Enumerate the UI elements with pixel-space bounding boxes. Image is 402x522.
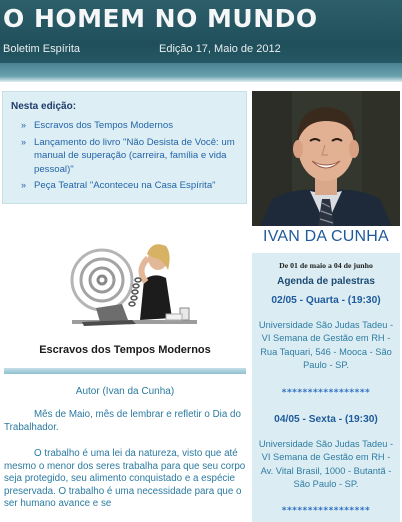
newsletter-title: O HOMEM NO MUNDO — [3, 4, 318, 33]
article-illustration — [62, 228, 202, 336]
article-paragraph: O trabalho é uma lei da natureza, visto que até mesmo o menor dos seres trabalha para que seu corpo seja protegido, seu alimento conquistado e a espécie preservada. O trabalho é uma necessidade para que o ser humano avance e se — [4, 448, 246, 510]
double-chevron-icon: » — [21, 120, 27, 130]
agenda-separator: ***************** — [281, 388, 371, 398]
edition-label: Edição 17, Maio de 2012 — [159, 43, 281, 55]
double-chevron-icon: » — [21, 136, 27, 147]
newsletter-subtitle: Boletim Espírita — [3, 43, 81, 55]
toc-item[interactable]: » Peça Teatral "Aconteceu na Casa Espírita" — [21, 180, 216, 192]
author-photo — [252, 91, 400, 226]
lecture-agenda — [252, 253, 400, 522]
agenda-separator: ***************** — [281, 506, 371, 516]
toc-item[interactable]: » Escravos dos Tempos Modernos — [21, 120, 173, 131]
event-date: 04/05 - Sexta - (19:30) — [274, 414, 378, 425]
event-location: Universidade São Judas Tadeu - VI Semana de Gestão em RH - Av. Vital Brasil, 1000 - Butantã - São Paulo - SP. — [258, 439, 394, 490]
toc-heading: Nesta edição: — [11, 101, 77, 112]
article-byline: Autor (Ivan da Cunha) — [75, 386, 175, 397]
article-paragraph: Mês de Maio, mês de lembrar e refletir o Dia do Trabalhador. — [4, 409, 241, 433]
event-date: 02/05 - Quarta - (19:30) — [271, 295, 381, 306]
header-gradient-band — [0, 63, 402, 82]
agenda-dates: De 01 de maio a 04 de junho — [279, 261, 373, 270]
author-name: IVAN DA CUNHA — [263, 228, 389, 245]
section-divider — [4, 368, 246, 374]
agenda-heading: Agenda de palestras — [277, 276, 375, 287]
double-chevron-icon: » — [21, 180, 27, 191]
toc-item[interactable]: » Lançamento do livro "Não Desista de Você: um manual de superação (carreira, família e vida pessoal)" — [21, 136, 235, 175]
newsletter-header — [0, 0, 402, 82]
article-title: Escravos dos Tempos Modernos — [39, 344, 211, 356]
table-of-contents — [2, 91, 247, 204]
event-location: Universidade São Judas Tadeu - VI Semana de Gestão em RH - Rua Taquari, 546 - Mooca - São Paulo - SP. — [258, 320, 394, 371]
